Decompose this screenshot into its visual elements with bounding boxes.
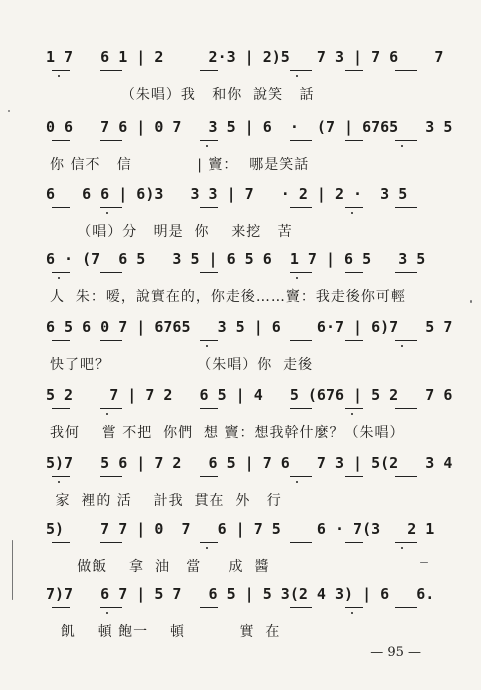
beam-underline [290,272,312,273]
music-system-2 [0,118,481,188]
beam-underline [345,207,363,208]
beam-underline [395,607,417,608]
octave-dot [206,145,208,147]
notation-line: 5)7 5 6 | 7 2 6 5 | 7 6 7 3 | 5(2 3 4 [46,454,453,472]
beam-underline [52,140,70,141]
lyric-line: 人 朱：嗳，說實在的，你走後……竇：我走後你可輕 [50,289,406,305]
scan-speck [420,562,428,563]
beam-underline [200,70,218,71]
beam-underline [395,70,417,71]
beam-underline [52,542,70,543]
lyric-line: 家 裡的 活 計我 貫在 外 行 [50,493,282,509]
beam-underline [52,408,70,409]
octave-dot [206,547,208,549]
octave-dot [351,413,353,415]
notation-line: 0 6 7 6 | 0 7 3 5 | 6 · (7 | 6765 3 5 [46,118,453,136]
beam-underline [290,340,312,341]
beam-underline [290,140,312,141]
beam-underline [290,207,312,208]
music-system-5 [0,318,481,388]
beam-underline [290,542,312,543]
notation-line: 6 5 6 0 7 | 6765 3 5 | 6 6·7 | 6)7 5 7 [46,318,453,336]
beam-underline [200,542,218,543]
octave-dot [58,277,60,279]
beam-underline [290,476,312,477]
beam-underline [100,140,122,141]
lyric-line: 我何 嘗 不把 你們 想 竇：想我幹什麼？（朱唱） [50,425,405,441]
notation-line: 5) 7 7 | 0 7 6 | 7 5 6 · 7(3 2 1 [46,520,435,538]
beam-underline [395,207,417,208]
octave-dot [296,75,298,77]
beam-underline [200,607,218,608]
octave-dot [106,413,108,415]
beam-underline [52,607,70,608]
beam-underline [200,340,218,341]
music-system-1 [0,48,481,118]
beam-underline [345,272,363,273]
beam-underline [345,408,363,409]
beam-underline [345,340,363,341]
beam-underline [395,340,417,341]
beam-underline [100,408,122,409]
beam-underline [200,408,218,409]
page-number: — 95 — [370,645,421,660]
octave-dot [401,145,403,147]
beam-underline [200,140,218,141]
beam-underline [200,476,218,477]
octave-dot [206,345,208,347]
beam-underline [395,272,417,273]
octave-dot [106,212,108,214]
notation-line: 7)7 6 7 | 5 7 6 5 | 5 3(2 4 3) | 6 6. [46,585,435,603]
lyric-line: 做飯 拿 油 當 成 醬 [50,559,270,575]
beam-underline [345,140,363,141]
beam-underline [395,542,417,543]
lyric-line: （朱唱）我 和你 說笑 話 [50,87,315,103]
notation-line: 6 6 6 | 6)3 3 3 | 7 · 2 | 2 · 3 5 [46,185,408,203]
octave-dot [58,75,60,77]
beam-underline [290,607,312,608]
beam-underline [395,408,417,409]
beam-underline [100,207,122,208]
octave-dot [401,345,403,347]
beam-underline [100,272,122,273]
beam-underline [100,607,122,608]
beam-underline [345,70,363,71]
beam-underline [290,70,312,71]
scan-speck [12,540,13,600]
beam-underline [395,140,417,141]
beam-underline [100,542,122,543]
beam-underline [100,340,122,341]
beam-underline [200,272,218,273]
scan-speck [470,300,472,303]
lyric-line: 你 信不 信 | 竇： 哪是笑話 [50,157,310,173]
music-system-6 [0,386,481,456]
octave-dot [296,277,298,279]
music-system-8 [0,520,481,590]
music-system-4 [0,250,481,320]
music-system-3 [0,185,481,255]
lyric-line: （唱）分 明是 你 来挖 苦 [50,224,293,240]
beam-underline [100,476,122,477]
notation-line: 6 · (7 6 5 3 5 | 6 5 6 1 7 | 6 5 3 5 [46,250,426,268]
scan-speck [8,110,10,112]
beam-underline [52,476,70,477]
beam-underline [52,70,70,71]
lyric-line: 飢 頓 飽一 頓 實 在 [50,624,281,640]
music-system-7 [0,454,481,524]
octave-dot [401,547,403,549]
beam-underline [100,70,122,71]
beam-underline [290,408,312,409]
beam-underline [52,340,70,341]
octave-dot [106,612,108,614]
octave-dot [351,612,353,614]
beam-underline [395,476,417,477]
octave-dot [351,212,353,214]
beam-underline [345,607,363,608]
beam-underline [345,476,363,477]
beam-underline [200,207,218,208]
notation-line: 1 7 6 1 | 2 2·3 | 2)5 7 3 | 7 6 7 [46,48,444,66]
beam-underline [52,272,70,273]
lyric-line: 快了吧？ （朱唱）你 走後 [50,357,314,373]
octave-dot [296,481,298,483]
beam-underline [52,207,70,208]
beam-underline [345,542,363,543]
octave-dot [58,481,60,483]
notation-line: 5 2 7 | 7 2 6 5 | 4 5 (676 | 5 2 7 6 [46,386,453,404]
